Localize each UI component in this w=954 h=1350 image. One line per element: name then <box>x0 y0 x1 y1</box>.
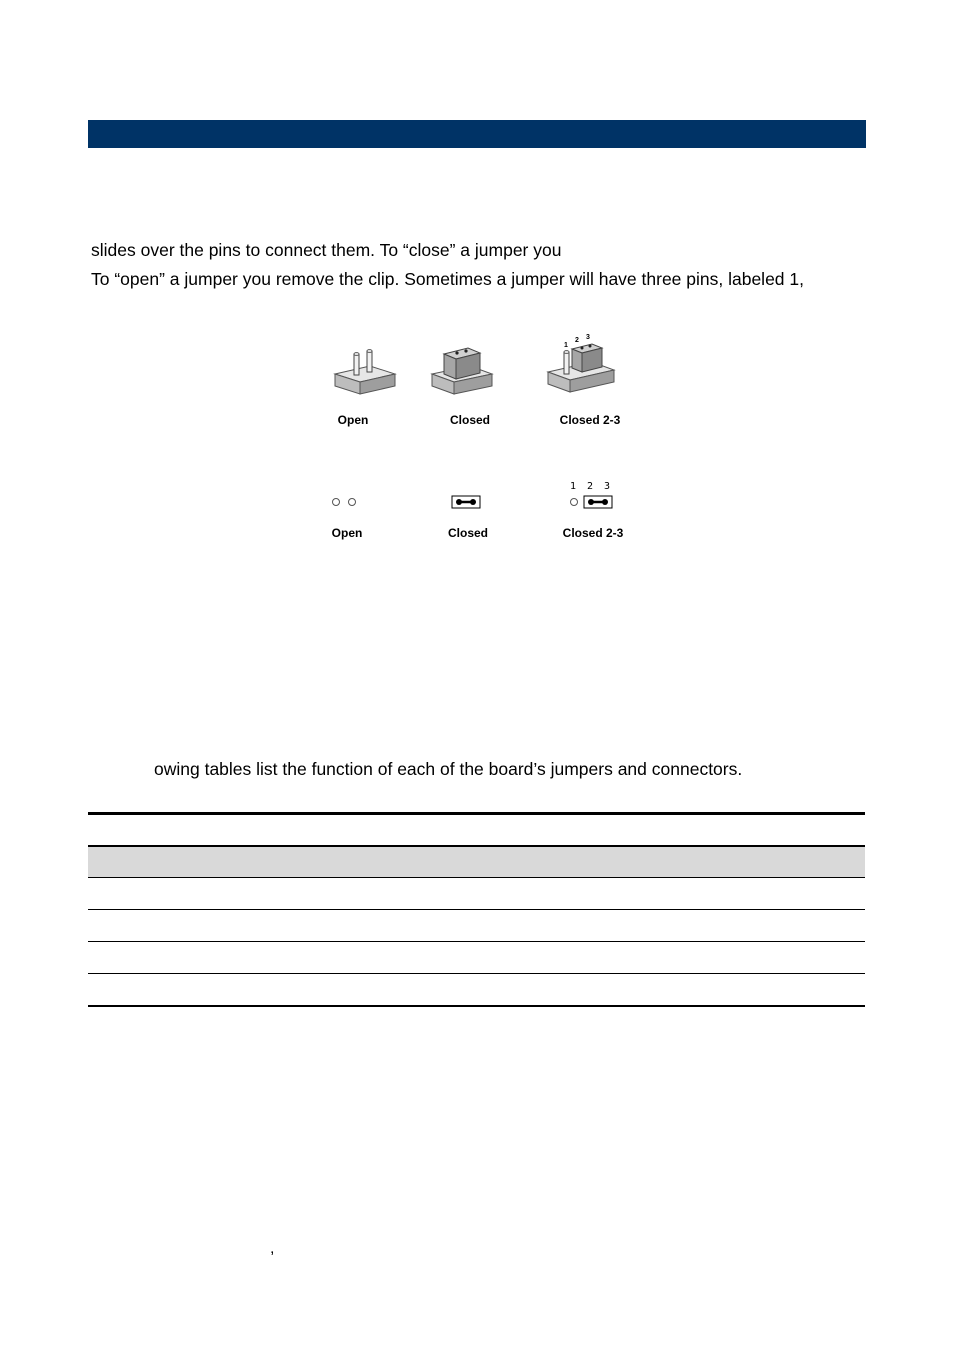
jumper-closed-2-3-3d-icon <box>548 334 614 392</box>
table-intro-text: owing tables list the function of each of the board’s jumpers and connectors. <box>154 759 743 779</box>
label-open-3d: Open <box>337 413 369 427</box>
label-closed-3d: Closed <box>449 413 491 427</box>
section-header-bar <box>88 120 866 148</box>
pin-number-1: 1 <box>569 481 577 492</box>
jumper-settings-table <box>88 812 865 1008</box>
table-row-rule <box>88 877 865 878</box>
table-header-row <box>88 847 865 877</box>
table-row-rule <box>88 973 865 974</box>
label-closed-2-3-3d: Closed 2-3 <box>559 413 621 427</box>
jumper-schematic-figure <box>320 476 640 546</box>
table-row-rule <box>88 909 865 910</box>
table-row-rule <box>88 941 865 942</box>
label-closed-schematic: Closed <box>447 526 489 540</box>
table-top-rule <box>88 812 865 815</box>
jumper-open-schematic-icon <box>333 499 356 506</box>
paragraph-line-2: To “open” a jumper you remove the clip. Sometimes a jumper will have three pins, labeled 1, <box>91 269 804 289</box>
pin-number-1: 1 <box>564 342 568 349</box>
table-bottom-rule <box>88 1005 865 1007</box>
pin-number-2: 2 <box>575 337 579 344</box>
paragraph-line-1: slides over the pins to connect them. To “close” a jumper you <box>91 240 562 260</box>
jumper-closed-2-3-schematic-icon <box>571 496 613 508</box>
jumper-open-3d-icon <box>335 350 395 395</box>
jumper-closed-3d-icon <box>432 348 492 394</box>
jumper-3d-figure <box>320 330 640 440</box>
label-open-schematic: Open <box>331 526 363 540</box>
pin-number-2: 2 <box>586 481 594 492</box>
jumper-closed-schematic-icon <box>452 496 480 508</box>
label-closed-2-3-schematic: Closed 2-3 <box>562 526 624 540</box>
pin-number-3: 3 <box>586 334 590 341</box>
stray-mark: , <box>270 1240 275 1257</box>
pin-number-3: 3 <box>603 481 611 492</box>
